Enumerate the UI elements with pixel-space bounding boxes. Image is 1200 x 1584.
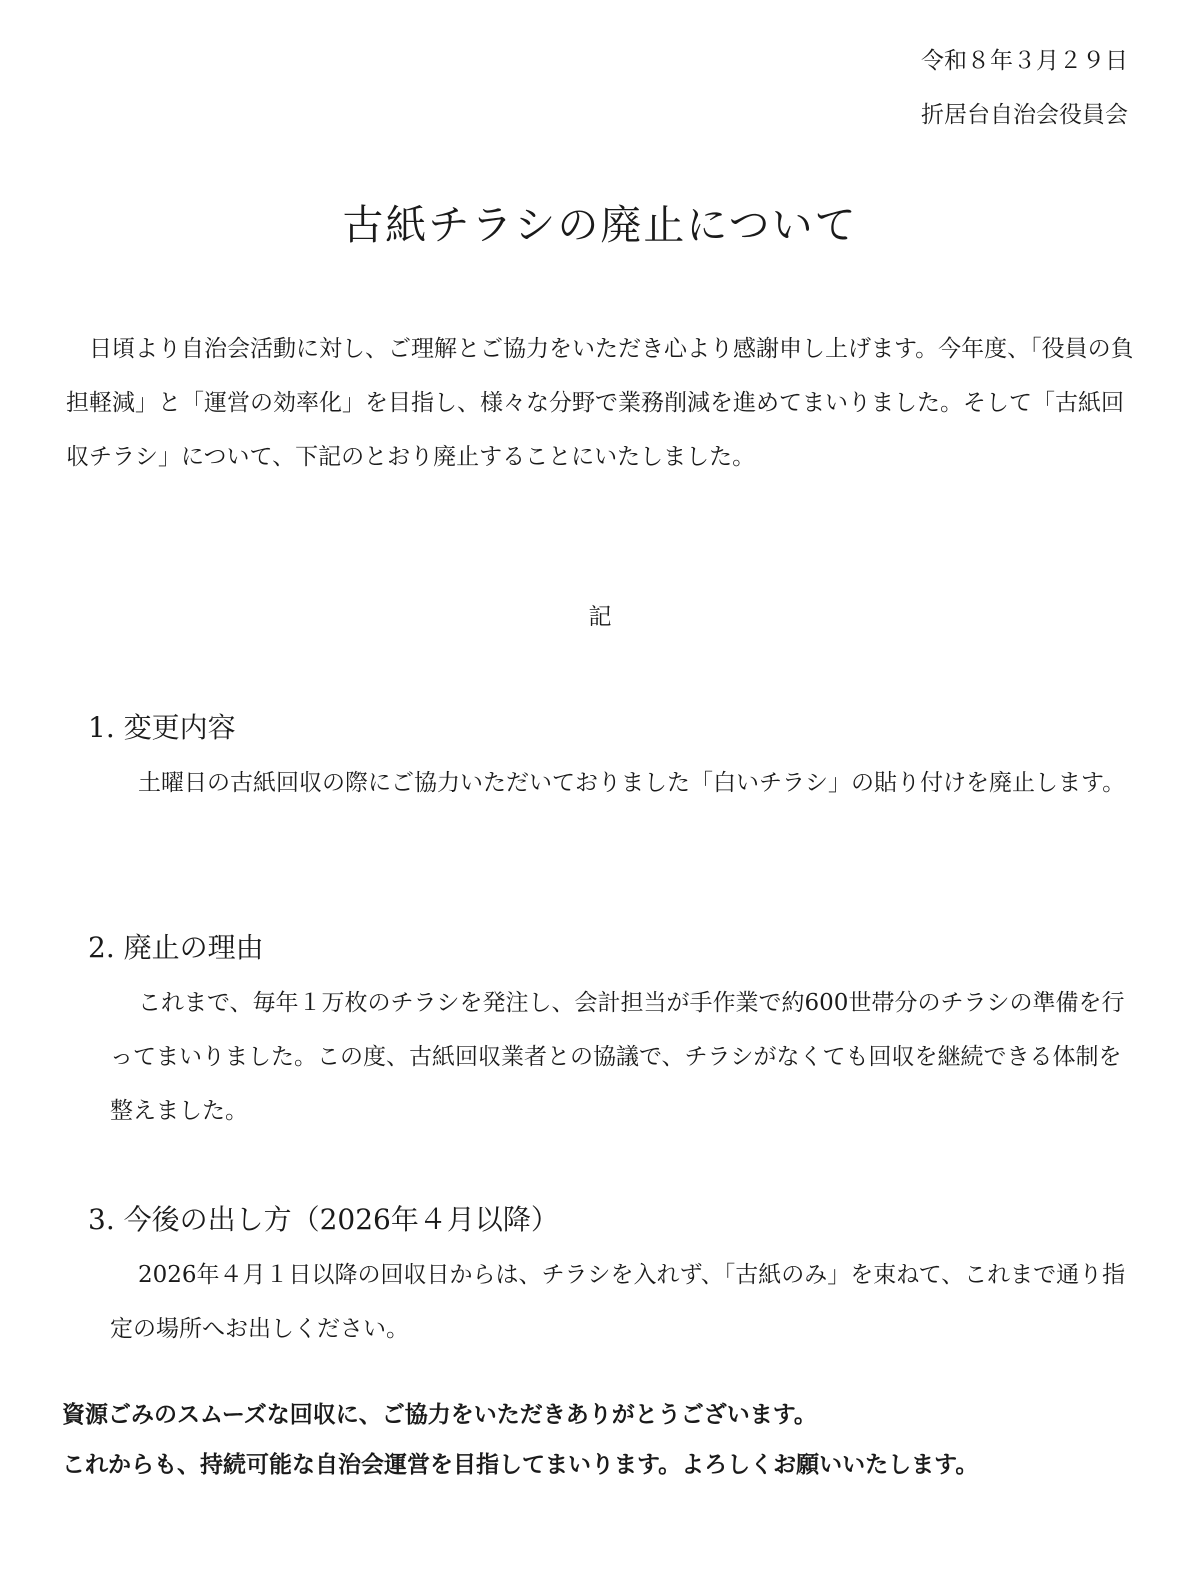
section-new-procedure <box>88 1200 1132 1356</box>
ki-marker: 記 <box>588 604 612 630</box>
section-heading: 1. 変更内容 <box>88 711 236 744</box>
section-change-details <box>88 708 1132 810</box>
section-reason <box>88 928 1132 1138</box>
closing-line: 資源ごみのスムーズな回収に、ご協力をいただきありがとうございます。 <box>62 1402 817 1428</box>
section-body: 2026年４月１日以降の回収日からは、チラシを入れず、「古紙のみ」を束ねて、これまで通り指定の場所へお出しください。 <box>110 1262 1126 1342</box>
section-body: 土曜日の古紙回収の際にご協力いただいておりました「白いチラシ」の貼り付けを廃止します。 <box>138 770 1126 796</box>
section-heading: 3. 今後の出し方（2026年４月以降） <box>88 1203 559 1236</box>
section-body: これまで、毎年１万枚のチラシを発注し、会計担当が手作業で約600世帯分のチラシの準備を行ってまいりました。この度、古紙回収業者との協議で、チラシがなくても回収を継続できる体制を整えました。 <box>110 990 1125 1124</box>
intro-paragraph: 日頃より自治会活動に対し、ご理解とご協力をいただき心より感謝申し上げます。今年度、「役員の負担軽減」と「運営の効率化」を目指し、様々な分野で業務削減を進めてまいりました。そして「古紙回収チラシ」について、下記のとおり廃止することにいたしました。 <box>66 336 1134 470</box>
document-title: 古紙チラシの廃止について <box>342 201 858 249</box>
document-meta <box>921 34 1128 142</box>
closing-remarks <box>62 1390 1152 1490</box>
issue-date: 令和８年３月２９日 <box>921 48 1128 74</box>
issuer: 折居台自治会役員会 <box>921 102 1128 128</box>
closing-line: これからも、持続可能な自治会運営を目指してまいります。よろしくお願いいたします。 <box>62 1452 979 1478</box>
section-heading: 2. 廃止の理由 <box>88 931 264 964</box>
